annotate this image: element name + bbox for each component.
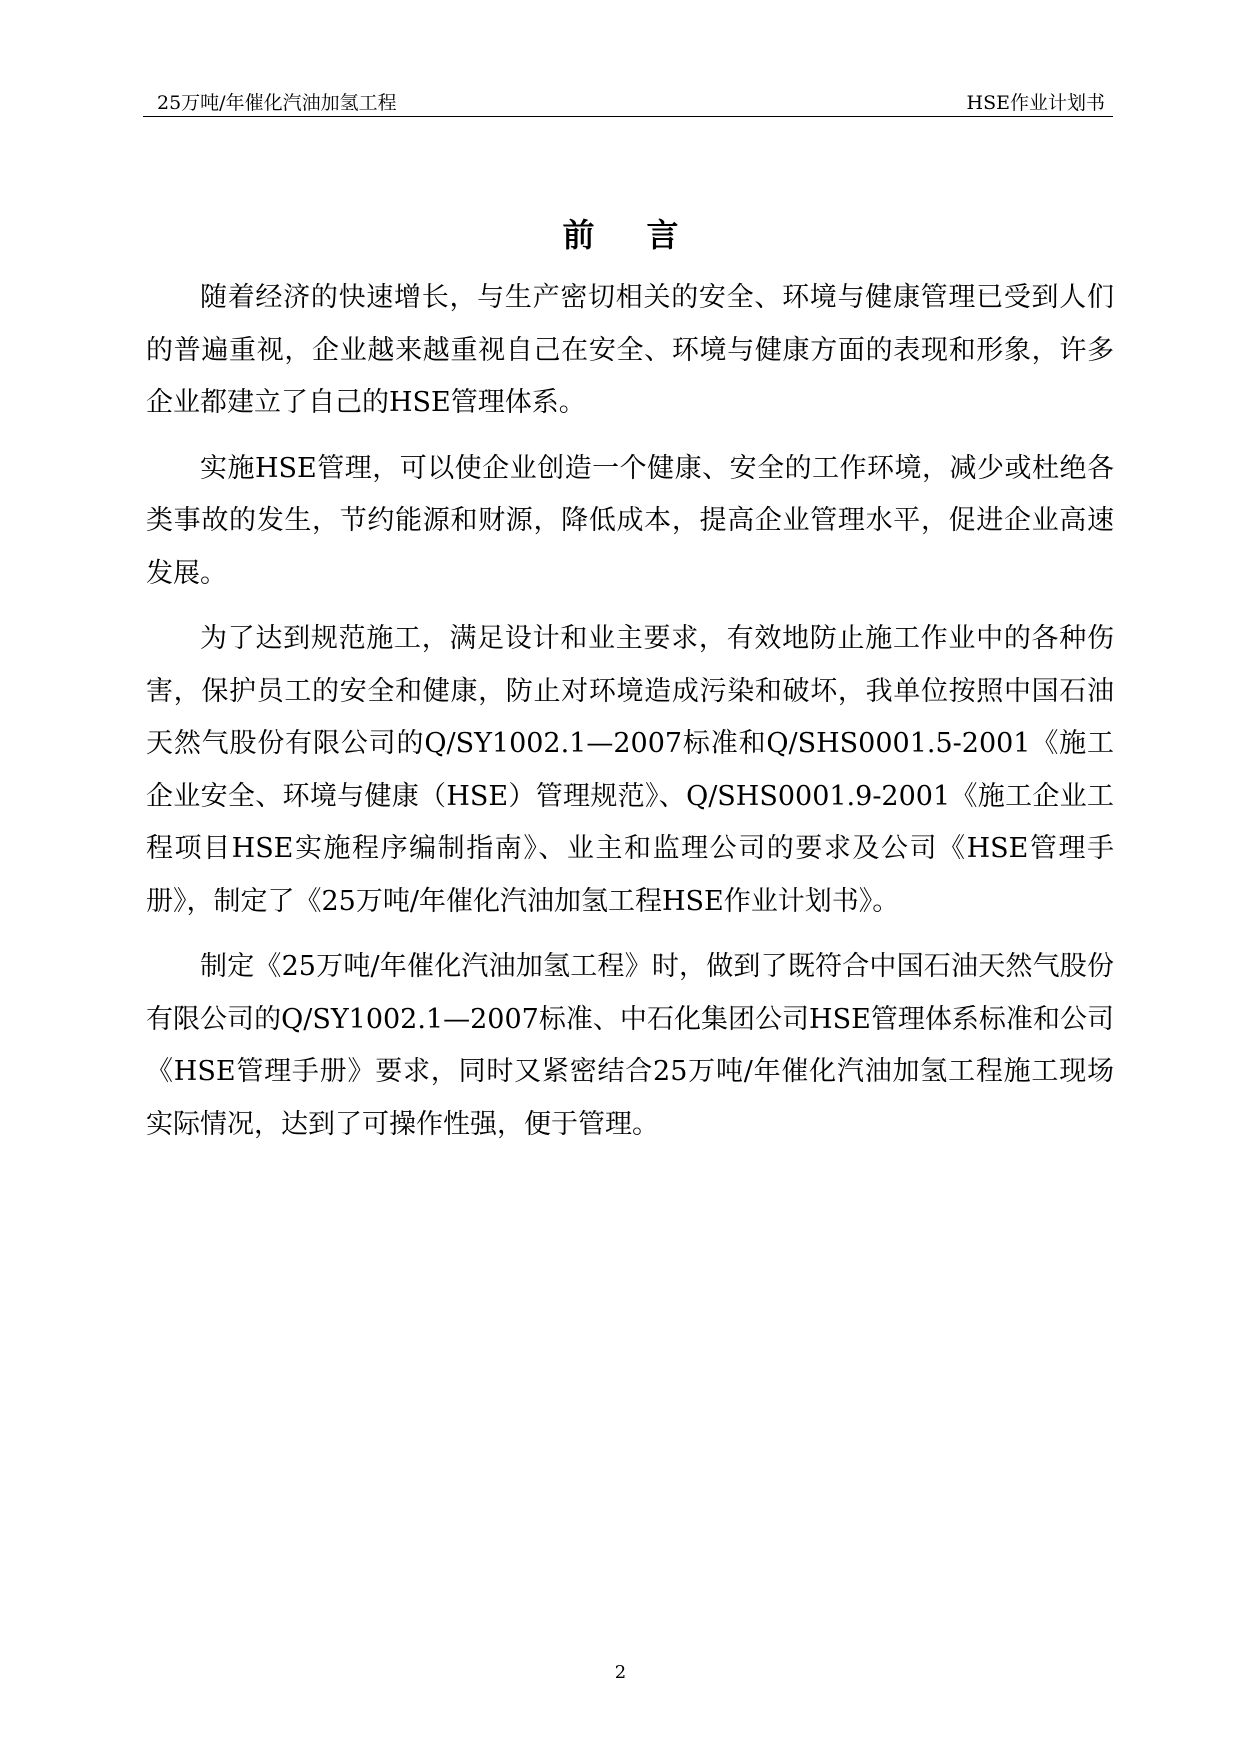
paragraph-4: 制定《25万吨/年催化汽油加氢工程》时，做到了既符合中国石油天然气股份有限公司的Q/SY1002.1—2007标准、中石化集团公司HSE管理体系标准和公司《HSE管理手册》要求，同时又紧密结合25万吨/年催化汽油加氢工程施工现场实际情况，达到了可操作性强，便于管理。 [146,951,1114,1140]
paragraph-3: 为了达到规范施工，满足设计和业主要求，有效地防止施工作业中的各种伤害，保护员工的安全和健康，防止对环境造成污染和破坏，我单位按照中国石油天然气股份有限公司的Q/SY1002.1—2007标准和Q/SHS0001.5-2001《施工企业安全、环境与健康（HSE）管理规范》、Q/SHS0001.9-2001《施工企业工程项目HSE实施程序编制指南》、业主和监理公司的要求及公司《HSE管理手册》，制定了《25万吨/年催化汽油加氢工程HSE作业计划书》。 [146,623,1114,917]
header-document-title: HSE作业计划书 [966,92,1105,114]
page-number: 2 [614,1662,627,1683]
document-body [146,272,1114,1164]
page-header [143,82,1113,117]
header-project-title: 25万吨/年催化汽油加氢工程 [157,92,397,114]
paragraph-1: 随着经济的快速增长，与生产密切相关的安全、环境与健康管理已受到人们的普遍重视，企业越来越重视自己在安全、环境与健康方面的表现和形象，许多企业都建立了自己的HSE管理体系。 [146,282,1114,418]
page-title: 前言 [562,216,731,254]
paragraph-2: 实施HSE管理，可以使企业创造一个健康、安全的工作环境，减少或杜绝各类事故的发生，节约能源和财源，降低成本，提高企业管理水平，促进企业高速发展。 [146,452,1114,589]
